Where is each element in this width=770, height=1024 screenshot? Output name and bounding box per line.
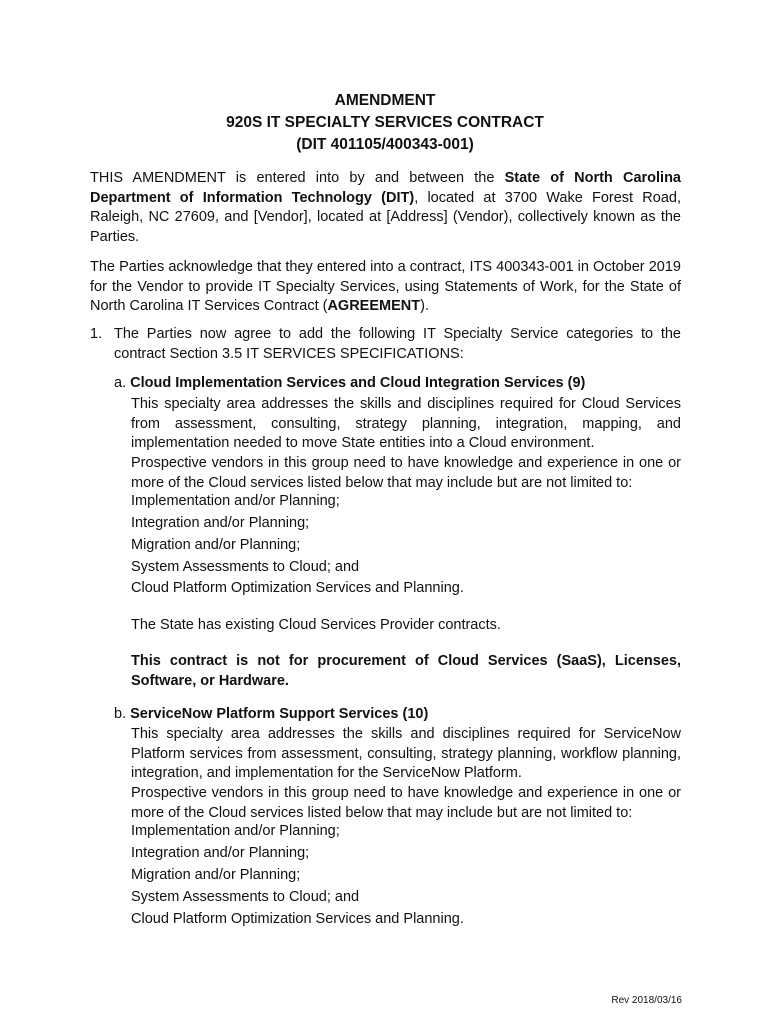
section-a-service-3: Migration and/or Planning;: [131, 537, 301, 553]
section-b-service-5: Cloud Platform Optimization Services and Planning.: [131, 911, 464, 927]
section-a-letter: a.: [114, 375, 127, 391]
section-b-service-3: Migration and/or Planning;: [131, 867, 301, 883]
section-b-title: ServiceNow Platform Support Services (10): [130, 706, 429, 722]
revision-footer: Rev 2018/03/16: [611, 995, 682, 1006]
intro-paragraph-1: [90, 169, 681, 247]
section-a-heading: [114, 374, 585, 394]
title-line-3: (DIT 401105/400343-001): [296, 136, 474, 153]
document-title: [0, 90, 770, 156]
section-b-description: This specialty area addresses the skills and disciplines required for ServiceNow Platform services from assessment, consulting, strategy planning, workflow planning, integration, and implementation for the ServiceNow Platform.: [131, 726, 681, 781]
section-a-description: This specialty area addresses the skills and disciplines required for Cloud Services from assessment, consulting, strategy planning, integration, mapping, and implementation needed to move State entities into a Cloud environment.: [131, 396, 681, 451]
intro-paragraph-2: [90, 258, 681, 317]
section-a-service-5: Cloud Platform Optimization Services and Planning.: [131, 580, 464, 596]
item-1-text: The Parties now agree to add the following IT Specialty Service categories to the contract Section 3.5 IT SERVICES SPECIFICATIONS:: [114, 326, 681, 362]
item-1-number: 1.: [90, 326, 103, 342]
section-a-prospective: Prospective vendors in this group need to have knowledge and experience in one or more of the Cloud services listed below that may include but are not limited to:: [131, 455, 681, 491]
section-b-service-4: System Assessments to Cloud; and: [131, 889, 360, 905]
section-b-heading: [114, 705, 428, 725]
title-line-1: AMENDMENT: [334, 92, 436, 109]
section-a-existing-contracts: The State has existing Cloud Services Provider contracts.: [131, 617, 501, 633]
title-line-2: 920S IT SPECIALTY SERVICES CONTRACT: [226, 114, 544, 131]
section-b-service-1: Implementation and/or Planning;: [131, 823, 340, 839]
intro-p1-text-c: , located at 3700 Wake Forest Road, Raleigh, NC 27609, and [Vendor], located at [Address] (Vendor), collectively known as the Parties.: [90, 189, 681, 245]
section-a-procurement-note: This contract is not for procurement of Cloud Services (SaaS), Licenses, Software, or Hardware.: [131, 653, 681, 689]
intro-p1-text-a: THIS AMENDMENT is entered into by and between the: [90, 170, 505, 186]
section-a-service-2: Integration and/or Planning;: [131, 515, 310, 531]
intro-p1-party-name: State of North Carolina Department of Information Technology (DIT): [90, 170, 681, 206]
section-a-title: Cloud Implementation Services and Cloud Integration Services (9): [130, 375, 586, 391]
section-b-prospective: Prospective vendors in this group need to have knowledge and experience in one or more of the Cloud services listed below that may include but are not limited to:: [131, 785, 681, 821]
intro-p2-text-a: The Parties acknowledge that they entered into a contract, ITS 400343-001 in October 2019 for the Vendor to provide IT Specialty Services, using Statements of Work, for the State of North Carolina IT Services Contract (: [90, 259, 681, 314]
section-a-service-1: Implementation and/or Planning;: [131, 493, 340, 509]
intro-p2-text-c: ).: [420, 298, 429, 314]
section-b-letter: b.: [114, 706, 127, 722]
intro-p2-agreement: AGREEMENT: [327, 298, 421, 314]
section-b-service-2: Integration and/or Planning;: [131, 845, 310, 861]
section-a-service-4: System Assessments to Cloud; and: [131, 559, 360, 575]
